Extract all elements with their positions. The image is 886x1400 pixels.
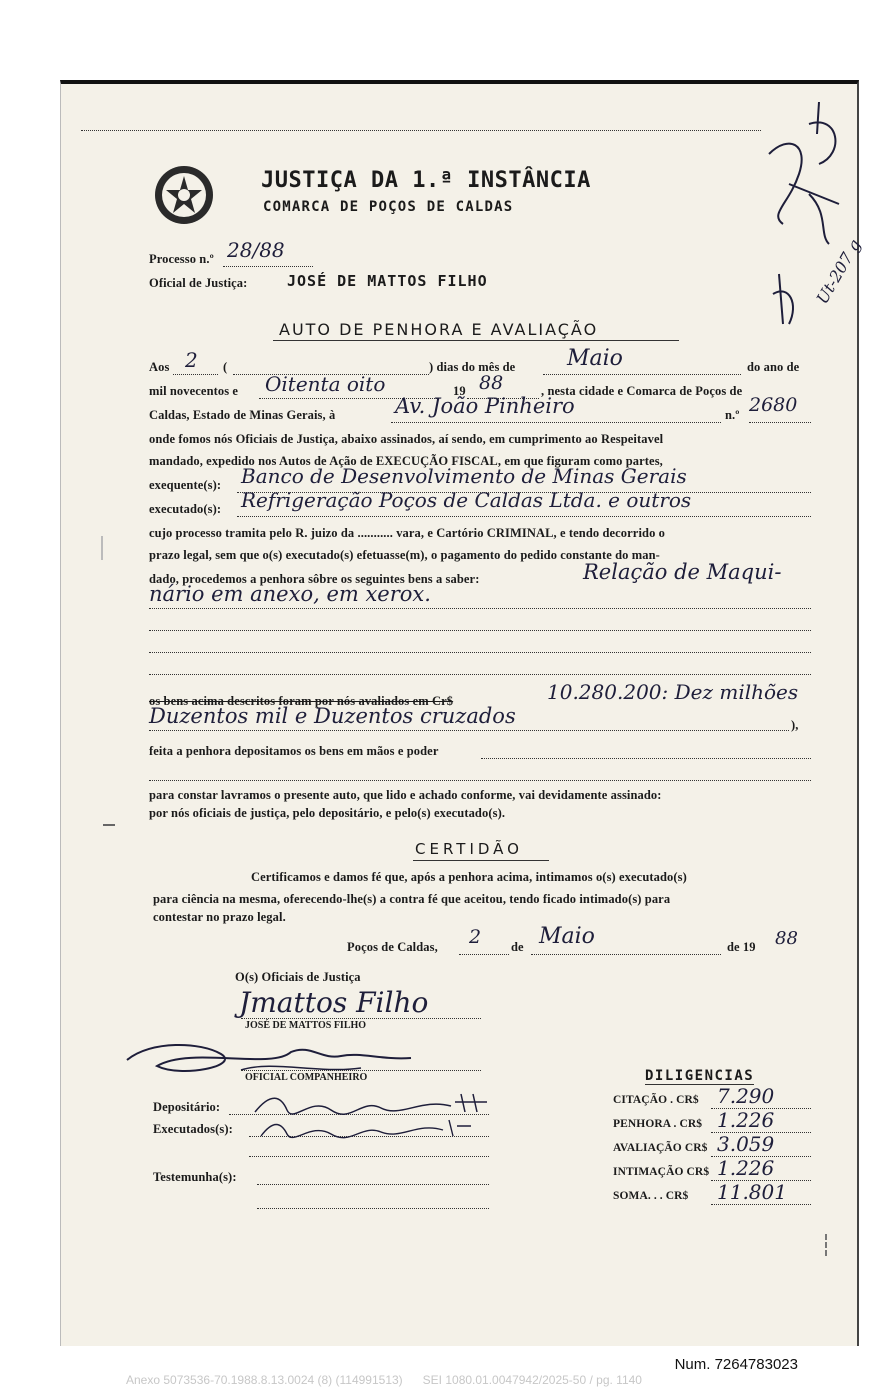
diligencia-label: CITAÇÃO . CR$ [613, 1094, 699, 1106]
executados-label: Executados(s): [153, 1122, 233, 1136]
body-text: ) dias do mês de [429, 360, 516, 374]
diligencia-label: SOMA. . . CR$ [613, 1190, 689, 1202]
address-number-handwritten: 2680 [749, 394, 798, 416]
processo-number: 28/88 [227, 238, 285, 262]
body-text: ( [223, 360, 228, 374]
bens-handwritten-1: Relação de Maqui- [583, 560, 782, 584]
scan-speck [103, 824, 115, 826]
certidao-text: contestar no prazo legal. [153, 910, 286, 924]
coat-of-arms-icon [153, 164, 215, 226]
certidao-title: CERTIDÃO [415, 840, 523, 858]
signature-executados [257, 1116, 477, 1140]
date-label: de [511, 940, 524, 954]
date-day-handwritten: 2 [469, 926, 482, 948]
bens-handwritten-2: nário em anexo, em xerox. [149, 582, 431, 606]
oficial-1-name: JOSÉ DE MATTOS FILHO [245, 1020, 367, 1031]
month-handwritten: Maio [567, 346, 623, 371]
oficial-label: Oficial de Justiça: [149, 276, 248, 290]
court-title: JUSTIÇA DA 1.ª INSTÂNCIA [261, 168, 591, 193]
testemunha-label: Testemunha(s): [153, 1170, 237, 1184]
body-text: feita a penhora depositamos os bens em mãos e poder [149, 744, 439, 758]
body-text: do ano de [747, 360, 800, 374]
body-text: dado, procedemos a penhora sôbre os seguintes bens a saber: [149, 572, 480, 586]
diligencia-value-handwritten: 11.801 [717, 1180, 787, 1204]
diligencia-line [711, 1204, 811, 1205]
diligencia-label: AVALIAÇÃO CR$ [613, 1142, 708, 1154]
oficial-name: JOSÉ DE MATTOS FILHO [287, 272, 488, 290]
diligencias-title: DILIGENCIAS [645, 1068, 755, 1084]
address-handwritten: Av. João Pinheiro [395, 394, 575, 418]
date-label: de 19 [727, 940, 756, 954]
executado-label: executado(s): [149, 502, 222, 516]
court-subtitle: COMARCA DE POÇOS DE CALDAS [263, 199, 514, 215]
exequente-handwritten: Banco de Desenvolvimento de Minas Gerais [241, 464, 687, 488]
certidao-text: para ciência na mesma, oferecendo-lhe(s) a contra fé que aceitou, tendo ficado intimado(s) para [153, 892, 671, 906]
diligencia-value-handwritten: 1.226 [717, 1108, 775, 1132]
margin-handwriting-marks [749, 94, 853, 334]
body-text: cujo processo tramita pelo R. juizo da ........... vara, e Cartório CRIMINAL, e tendo decorrido o [149, 526, 665, 540]
date-year-handwritten: 88 [775, 928, 798, 949]
scan-edge-mark [825, 1234, 851, 1256]
body-text: onde fomos nós Oficiais de Justiça, abaixo assinados, aí sendo, em cumprimento ao Respeitavel [149, 432, 664, 446]
signature-oficial-1: Jmattos Filho [239, 986, 429, 1019]
valuation-handwritten-2: Duzentos mil e Duzentos cruzados [149, 704, 516, 728]
oficial-2-name: OFICIAL COMPANHEIRO [245, 1072, 368, 1083]
body-text: 19 [453, 384, 466, 398]
oficiais-label: O(s) Oficiais de Justiça [235, 970, 361, 984]
executado-handwritten: Refrigeração Poços de Caldas Ltda. e outros [241, 488, 692, 512]
day-handwritten: 2 [185, 348, 198, 372]
processo-label: Processo n.º [149, 252, 214, 266]
diligencia-value-handwritten: 3.059 [717, 1132, 775, 1156]
certidao-text: Certificamos e damos fé que, após a penhora acima, intimamos o(s) executado(s) [251, 870, 687, 884]
valuation-handwritten-1: 10.280.200: Dez milhões [547, 680, 799, 704]
document-number: Num. 7264783023 [674, 1356, 798, 1373]
body-text: para constar lavramos o presente auto, que lido e achado conforme, vai devidamente assinado: [149, 788, 662, 802]
signature-depositario [251, 1090, 491, 1118]
body-text: por nós oficiais de justiça, pelo depositário, e pelo(s) executado(s). [149, 806, 506, 820]
footer-stamp: Anexo 5073536-70.1988.8.13.0024 (8) (114991513) SEI 1080.01.0047942/2025-50 / pg. 1140 [126, 1373, 642, 1387]
date-label: Poços de Caldas, [347, 940, 438, 954]
body-text: ), [791, 718, 799, 732]
body-text: Caldas, Estado de Minas Gerais, à [149, 408, 336, 422]
diligencia-label: INTIMAÇÃO CR$ [613, 1166, 710, 1178]
body-text: prazo legal, sem que o(s) executado(s) efetuasse(m), o pagamento do pedido constante do man- [149, 548, 660, 562]
scan-speck [101, 536, 103, 560]
diligencia-label: PENHORA . CR$ [613, 1118, 703, 1130]
year-handwritten: 88 [479, 372, 504, 394]
diligencia-value-handwritten: 1.226 [717, 1156, 775, 1180]
body-text: os bens acima descritos foram por nós avaliados em Cr$ [149, 694, 454, 708]
body-text: mandado, expedido nos Autos de Ação de EXECUÇÃO FISCAL, em que figuram como partes, [149, 454, 663, 468]
document-title: AUTO DE PENHORA E AVALIAÇÃO [279, 320, 599, 339]
scanned-document [60, 80, 865, 1346]
year-words-handwritten: Oitenta oito [265, 372, 386, 396]
body-text: n.º [725, 408, 740, 422]
margin-note: Ut-207 g [812, 235, 865, 308]
body-text: Aos [149, 360, 170, 374]
body-text: , nesta cidade e Comarca de Poços de [541, 384, 743, 398]
body-text: mil novecentos e [149, 384, 239, 398]
exequente-label: exequente(s): [149, 478, 222, 492]
depositario-label: Depositário: [153, 1100, 221, 1114]
date-month-handwritten: Maio [539, 924, 595, 949]
diligencia-value-handwritten: 7.290 [717, 1084, 775, 1108]
top-rule [81, 130, 761, 131]
